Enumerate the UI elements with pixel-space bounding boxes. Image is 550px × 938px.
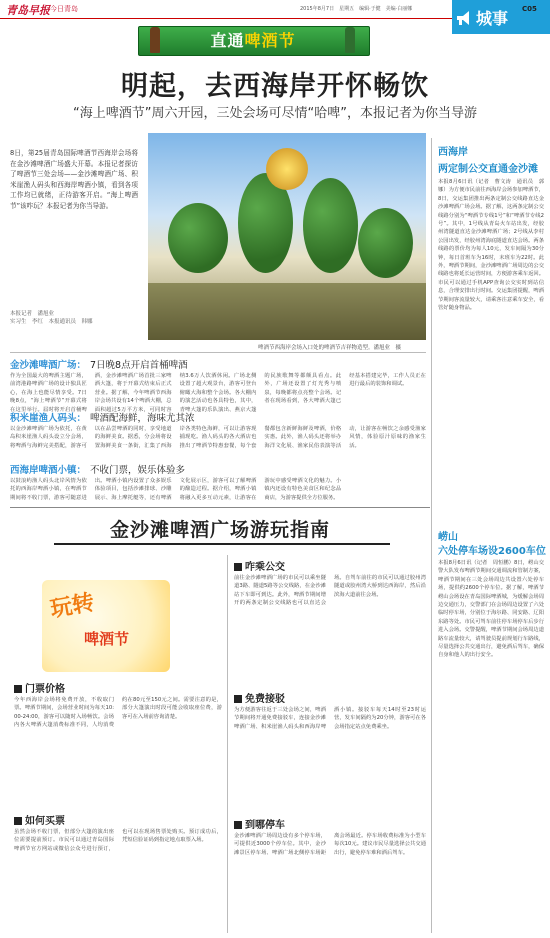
- column-divider: [431, 138, 432, 933]
- banner-title-part1: 直通: [210, 31, 245, 50]
- garden-ground: [148, 283, 426, 340]
- section1-body: 作为全国最大的啤酒主题广场，前湾港路啤酒广场的设计独具匠心，在海上也能尽情享受。7日晚8点，“海上啤酒节”开幕式将在这里举行。届时将开启首桶啤酒，金沙滩啤酒广场首批三家啤酒大篷，将于开幕式结束后正式营业。据了解，今年啤酒节西海岸会场共设有14个啤酒大棚，总面积超过5万平方米，可同时容纳3.6万人饮酒休闲。广场北侧设置了超大观景台，游客可登台俯瞰大海和整个会场。各大棚内的演艺活动也各具特色，其中，青啤大篷的乐队演出、燕京大篷的民族歌舞等都颇具看点。此外，广场还设置了灯光秀与喷泉，每晚都将点亮整个会场。记者在现场看到，各大啤酒大篷已经基本搭建完毕，工作人员正在进行最后的装饰和调试。: [10, 373, 426, 413]
- sidebar-story1-body: 本报8月6日讯（记者 曹文涛 通讯员 郭娜）为方便市民前往西海岸会场参加啤酒节，8日，交运集团推出两条定制公交线路直达金沙滩啤酒广场会场。据了解，这两条定制公交线路分别为“啤酒节专线1号”和“啤酒节专线2号”。其中，1号线从青岛火车站出发，经胶州湾隧道直达金沙滩啤酒广场；2号线从李村公园出发，经胶州湾海底隧道直达会场。两条线路的票价均为每人10元，发车间隔为30分钟，每日首班车为16时，末班车为22时。此外，啤酒节期间，金沙滩啤酒广场周边的公交线路也将延长运营时间，方便游客乘车返回。市民可以通过手机APP查询公交实时到站信息，合理安排出行时间。交运集团提醒，啤酒节期间客流量较大，请乘客注意乘车安全，看管好随身物品。: [438, 179, 544, 312]
- buy-ticket-body: 虽然会场不收门票，但部分大篷的演出座位需要提前预订。市民可以通过青岛国际啤酒节官方网站或微信公众号进行预订，也可以在现场售票处购买。预订成功后，凭短信验证码到指定地点取票入场。: [14, 829, 222, 852]
- section-divider: [10, 352, 426, 353]
- byline: 本报记者 潘旭业 实习生 李红 本报通讯员 韩娜: [10, 311, 93, 325]
- sticker-word-festival: 啤酒节: [84, 630, 130, 648]
- banner-title-part2: 啤酒节: [244, 31, 296, 50]
- section3-subtitle: 不收门票，娱乐体验多: [90, 465, 186, 476]
- guide-title: 金沙滩啤酒广场游玩指南: [109, 519, 330, 541]
- shuttle-heading: 免费接驳: [234, 690, 285, 705]
- sidebar-story1-title: 两定制公交直通金沙滩: [438, 164, 538, 175]
- bus-body: 前往金沙滩啤酒广场的市民可以乘坐隧道3路、隧道5路等公交线路，在金沙滩站下车即可到达。此外，啤酒节期间增开的两条定制公交线路也可以直达会场。自驾车前往的市民可以通过胶州湾隧道或胶州湾大桥到达西海岸，然后沿滨海大道前往会场。: [234, 575, 426, 607]
- guide-title-underline: [54, 543, 390, 545]
- section3-body: 以鼓浪屿渔人码头北岸风情为依托的西海岸啤酒小镇，在啤酒节期间将不收门票，游客可随意进出。啤酒小镇内设置了众多娱乐体验项目，包括沙滩排球、沙雕展示、海上摩托艇等，还有啤酒文化展示区，游客可以了解啤酒的酿造过程。据介绍，啤酒小镇将融入更多互动元素，让游客在游玩中感受啤酒文化的魅力。小镇内还设有特色美食区和纪念品商店，为游客提供全方位服务。: [10, 478, 342, 501]
- topiary-figure: [168, 203, 228, 273]
- edition-label: 今日青岛: [50, 5, 78, 13]
- section1-subtitle: 7日晚8点开启首桶啤酒: [90, 360, 188, 371]
- dateline: 2015年8月7日 星期五 编辑·于健 美编·白丽娜: [300, 6, 413, 12]
- newspaper-logo: 青岛早报: [6, 4, 50, 17]
- sub-headline: “海上啤酒节”周六开园，三处会场可尽情“哈啤”，本报记者为你当导游: [73, 106, 477, 121]
- topiary-figure: [358, 208, 413, 278]
- section2-subtitle: 啤酒配海鲜，海味尤其浓: [90, 413, 195, 424]
- guide-divider: [227, 555, 228, 933]
- sidebar-story2-title: 六处停车场设2600车位: [438, 546, 546, 557]
- ticket-price-body: 今年西海岸会场将免费开放，不收取门票。啤酒节期间，会场营业时间为每天10:00-24:00，游客可以随时入场畅饮。会场内各大啤酒大篷消费标准不同，人均消费约在80元至150元之间。需要注意的是，部分大篷演出时段可能会收取座位费，游客可在入场前咨询清楚。: [14, 697, 222, 729]
- topiary-photo: [148, 133, 426, 340]
- section1-title: 金沙滩啤酒广场：: [10, 360, 87, 371]
- buy-ticket-heading: 如何买票: [14, 812, 65, 827]
- shuttle-body: 为方便游客往返于三处会场之间，啤酒节期间将开通免费接驳车，连接金沙滩啤酒广场、积米崖渔人码头和西海岸啤酒小镇。接驳车每天14时至23时运营，发车间隔约为20分钟，游客可在各会场指定站点免费乘坐。: [234, 707, 426, 730]
- ticket-price-heading: 门票价格: [14, 680, 65, 695]
- banner-title: [138, 28, 368, 51]
- sidebar-story2-kicker: 崂山: [438, 532, 458, 543]
- section3-title: 西海岸啤酒小镇：: [10, 465, 87, 476]
- parking-heading: 到哪停车: [234, 816, 285, 831]
- guide-top-rule: [10, 507, 430, 508]
- topiary-figure: [303, 178, 358, 273]
- sidebar-story1-kicker: 西海岸: [438, 147, 468, 158]
- lead-paragraph: 8日，第25届青岛国际啤酒节西海岸会场将在金沙滩啤酒广场盛大开幕。本报记者探访了啤酒节三处会场——金沙滩啤酒广场、积米崖渔人码头和西海岸啤酒小镇，看到各项工作均已就绪，正待游客开启。“海上啤酒节”该咋玩？本报记者为你当导游。: [10, 149, 138, 210]
- parking-body: 金沙滩啤酒广场周边设有多个停车场，可提供近3000个停车位。其中，金沙滩景区停车场、啤酒广场北侧停车场距离会场最近。停车场收费标准为小型车每次10元。建议市民尽量选择公共交通出行，避免停车难和酒后驾车。: [234, 833, 426, 856]
- main-headline: 明起，去西海岸开怀畅饮: [121, 71, 429, 102]
- emblem-disc: [266, 148, 308, 190]
- page-number: C05: [522, 5, 537, 13]
- section-name: 城事: [476, 9, 509, 28]
- photo-caption: 啤酒节西海岸会场入口处的啤酒节吉祥物造型。潘旭业 摄: [258, 345, 402, 351]
- section2-title: 积米崖渔人码头：: [10, 413, 87, 424]
- sidebar-story2-body: 本报8月6日讯（记者 周恒鹏）8日，崂山交警大队发布啤酒节期间交通调流和管制方案，啤酒节期间在三处会场周边共设置六处停车场，提供约2600个停车位。据了解，啤酒节崂山会场设在青岛国际啤酒城，为缓解会场周边交通压力，交警部门在会场周边设置了六处临时停车场，分别位于海尔路、同安路、辽阳东路等处。市民可驾车前往停车场停车后步行进入会场。交警提醒，啤酒节期间会场周边道路车流量较大，请驾驶员提前规划行车路线，尽量选择公共交通出行，避免酒后驾车，确保自身和他人的出行安全。: [438, 560, 544, 659]
- sticker-word-play: 玩转: [48, 590, 97, 623]
- section2-body: 以金沙滩啤酒广场为依托，在黄岛积米崖渔人码头设立分会场，将啤酒与海鲜完美搭配，游客可以在品尝啤酒的同时，享受地道的海鲜美食。据悉，分会场将设置海鲜美食一条街，汇集了西海岸各类特色海鲜，可以让游客现捕现吃。渔人码头的各大酒店也推出了啤酒节特惠套餐，每个套餐都包含新鲜海鲜及啤酒，价格实惠。此外，渔人码头还将举办海洋文化展、渔家民俗表演等活动，让游客在畅饮之余感受渔家风情，体验原汁原味的渔家生活。: [10, 426, 426, 449]
- megaphone-icon: [454, 8, 474, 28]
- bus-heading: 咋乘公交: [234, 558, 285, 573]
